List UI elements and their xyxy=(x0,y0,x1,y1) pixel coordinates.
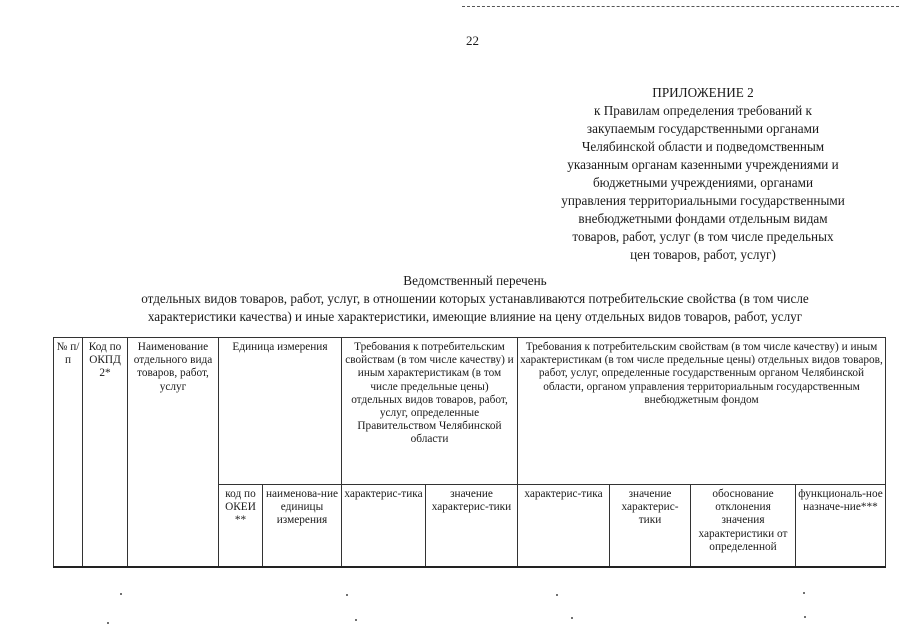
header-item-name-label: Наименование отдельного вида товаров, работ, услуг xyxy=(133,341,213,393)
subheader-gov-value xyxy=(426,485,518,567)
subheader-agency-value-label: значение характерис-тики xyxy=(621,488,679,527)
requirements-table xyxy=(53,337,886,568)
appendix-line: Челябинской области и подведомственным xyxy=(581,139,825,154)
scan-speck xyxy=(355,619,357,621)
subheader-agency-characteristic-label: характерис-тика xyxy=(524,488,603,500)
subheader-gov-value-label: значение характерис-тики xyxy=(431,488,512,514)
header-government-requirements-label: Требования к потребительским свойствам (в том числе качеству) и иным характеристикам (в том числе предельные цены) отдельных видов товаров, работ, услуг, определенные Правительством Челябинской области xyxy=(345,341,514,446)
subheader-agency-justification xyxy=(691,485,796,567)
header-item-name xyxy=(128,338,219,567)
appendix-line: бюджетными учреждениями, органами xyxy=(592,175,814,190)
scan-speck xyxy=(556,594,558,596)
header-okpd xyxy=(83,338,128,567)
subheader-agency-characteristic xyxy=(518,485,610,567)
appendix-line: указанным органам казенными учреждениями и xyxy=(567,157,839,172)
document-subtitle-line-1: отдельных видов товаров, работ, услуг, в отношении которых устанавливаются потребительские свойства (в том числе xyxy=(141,291,809,306)
scan-speck xyxy=(571,617,573,619)
scan-speck xyxy=(804,616,806,618)
document-subtitle-line-2: характеристики качества) и иные характеристики, имеющие влияние на цену отдельных видов товаров, работ, услуг xyxy=(147,309,803,324)
appendix-line: управления территориальными государственными xyxy=(561,193,845,208)
header-unit-group-label: Единица измерения xyxy=(232,341,328,353)
document-title xyxy=(60,272,890,326)
subheader-agency-value xyxy=(610,485,691,567)
subheader-unit-name xyxy=(263,485,342,567)
header-unit-group xyxy=(219,338,342,485)
subheader-unit-name-label: наименова-ние единицы измерения xyxy=(265,488,339,527)
subheader-okei-code xyxy=(219,485,263,567)
scan-speck xyxy=(107,622,109,624)
subheader-agency-purpose-label: функциональ-ное назначе-ние*** xyxy=(798,488,883,514)
header-agency-requirements-label: Требования к потребительским свойствам (в том числе качеству) и иным характеристикам (в том числе предельные цены) отдельных видов товаров, работ, услуг, определенные государственным органом Челябинской области, органом управления территориальным государственным внебюджетным фондом xyxy=(520,341,883,406)
subheader-gov-characteristic xyxy=(342,485,426,567)
header-government-requirements xyxy=(342,338,518,485)
scan-speck xyxy=(803,592,805,594)
header-number xyxy=(54,338,83,567)
appendix-line: закупаемым государственными органами xyxy=(586,121,820,136)
page-number: 22 xyxy=(466,33,479,48)
document-heading: Ведомственный перечень xyxy=(403,273,547,288)
subheader-gov-characteristic-label: характерис-тика xyxy=(344,488,423,500)
appendix-line: внебюджетными фондами отдельным видам xyxy=(578,211,828,226)
subheader-agency-purpose xyxy=(796,485,886,567)
scan-speck xyxy=(120,593,122,595)
appendix-line: товаров, работ, услуг (в том числе предельных xyxy=(572,229,834,244)
header-number-label: № п/п xyxy=(56,341,80,367)
scan-speck xyxy=(346,594,348,596)
top-scan-rule xyxy=(462,6,899,7)
subheader-okei-code-label: код по ОКЕИ ** xyxy=(225,488,256,527)
appendix-block xyxy=(532,84,874,264)
appendix-line: к Правилам определения требований к xyxy=(594,103,812,118)
appendix-line: цен товаров, работ, услуг) xyxy=(630,247,776,262)
appendix-title: ПРИЛОЖЕНИЕ 2 xyxy=(652,85,754,100)
subheader-agency-justification-label: обоснование отклонения значения характеристики от определенной xyxy=(698,488,788,553)
header-agency-requirements xyxy=(518,338,886,485)
header-okpd-label: Код по ОКПД 2* xyxy=(88,341,122,380)
